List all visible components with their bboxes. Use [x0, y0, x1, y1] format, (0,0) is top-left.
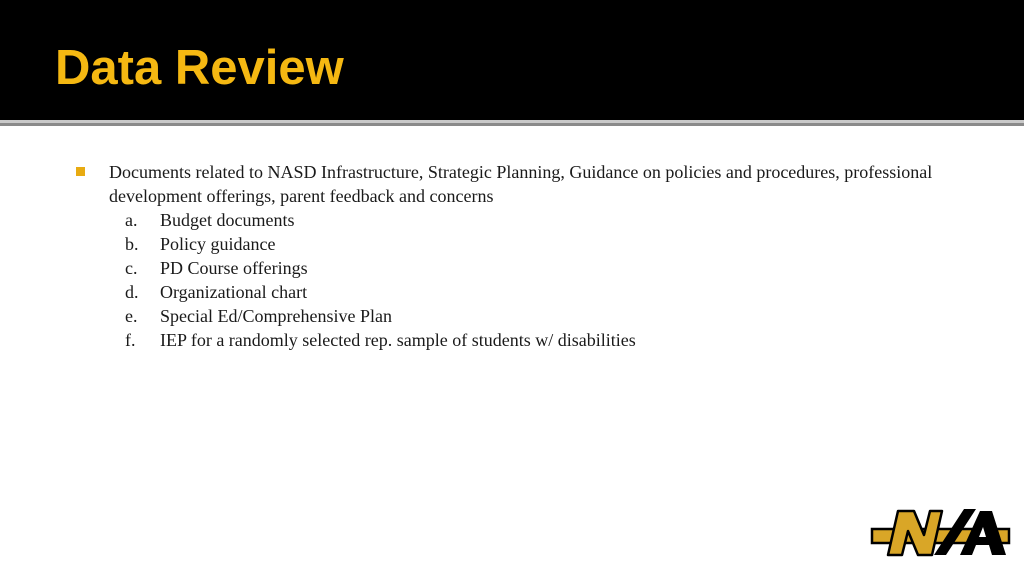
sub-item-letter: f. [125, 330, 136, 350]
na-logo-icon [868, 505, 1013, 561]
sub-list-item [116, 304, 976, 328]
square-bullet-icon [76, 167, 85, 176]
sub-item-text: Budget documents [160, 210, 295, 230]
sub-item-text: PD Course offerings [160, 258, 308, 278]
sub-item-text: Policy guidance [160, 234, 276, 254]
sub-list-item [116, 280, 976, 304]
sub-list-item [116, 208, 976, 232]
sub-list-item [116, 328, 976, 352]
sub-item-text: IEP for a randomly selected rep. sample of students w/ disabilities [160, 330, 636, 350]
sub-item-letter: a. [125, 210, 138, 230]
sub-item-letter: e. [125, 306, 138, 326]
sub-list-item [116, 256, 976, 280]
sub-item-letter: b. [125, 234, 139, 254]
slide-content [76, 160, 976, 352]
sub-item-text: Organizational chart [160, 282, 308, 302]
bullet-text: Documents related to NASD Infrastructure, Strategic Planning, Guidance on policies and procedures, professional development offerings, parent feedback and concerns [109, 162, 933, 206]
sub-item-letter: d. [125, 282, 139, 302]
divider-dark [0, 123, 1024, 126]
sub-item-text: Special Ed/Comprehensive Plan [160, 306, 392, 326]
title-bar [0, 0, 1024, 120]
bullet-item [76, 160, 976, 208]
sub-list [76, 208, 976, 352]
slide-title: Data Review [55, 41, 344, 95]
sub-item-letter: c. [125, 258, 138, 278]
sub-list-item [116, 232, 976, 256]
